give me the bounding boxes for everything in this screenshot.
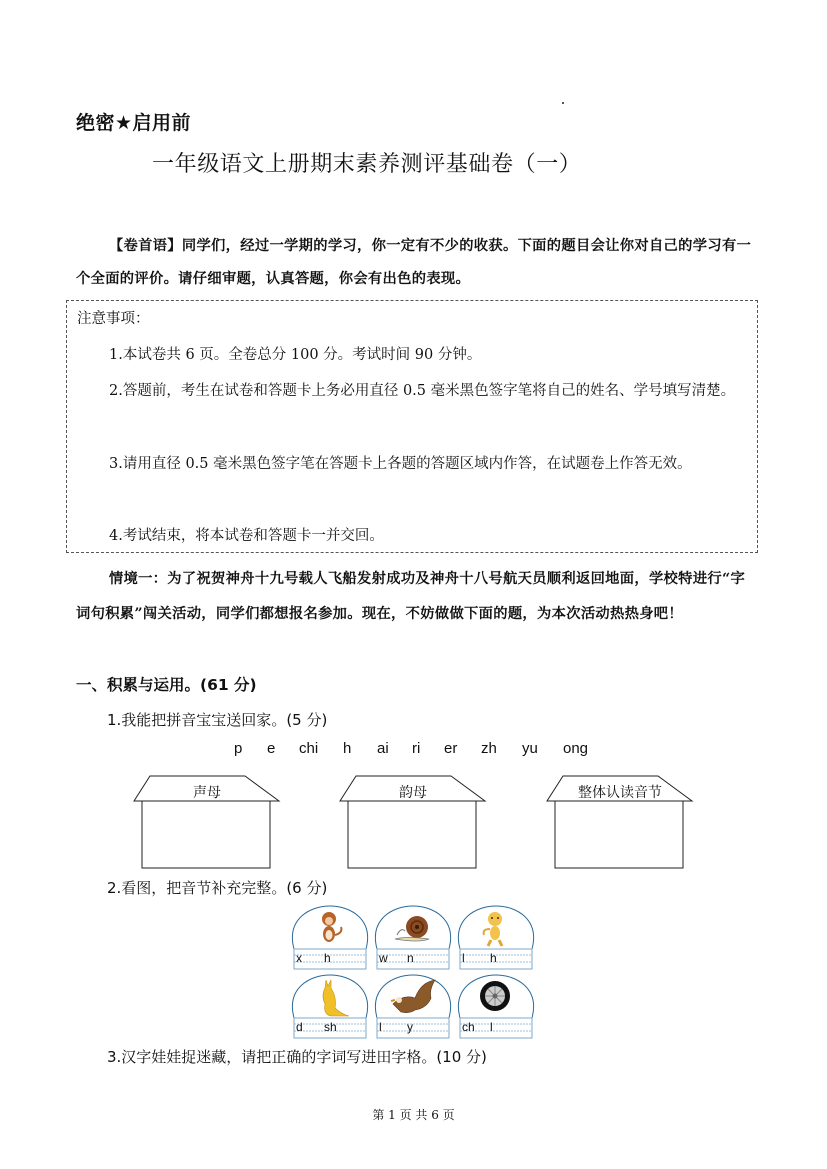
notice-box bbox=[66, 300, 758, 553]
syllable-part: sh bbox=[324, 1020, 337, 1034]
syllable-initial: x bbox=[296, 951, 302, 965]
picture-card[interactable] bbox=[290, 974, 368, 1038]
section-heading: 一、积累与运用。(61 分) bbox=[76, 676, 257, 694]
syllable-initial: ch bbox=[462, 1020, 475, 1034]
preface-paragraph: 【卷首语】同学们，经过一学期的学习，你一定有不少的收获。下面的题目会让你对自己的学习有一个全面的评价。请仔细审题，认真答题，你会有出色的表现。 bbox=[76, 238, 752, 287]
pinyin-item: ri bbox=[412, 740, 421, 757]
house-finals[interactable] bbox=[339, 775, 487, 870]
house-label: 韵母 bbox=[399, 785, 427, 801]
syllable-initial: d bbox=[296, 1020, 303, 1034]
notice-item: 2.答题前，考生在试卷和答题卡上务必用直径 0.5 毫米黑色签字笔将自己的姓名、学号填写清楚。 bbox=[109, 383, 736, 399]
picture-card[interactable] bbox=[456, 905, 534, 969]
notice-heading: 注意事项： bbox=[77, 311, 150, 327]
picture-card[interactable] bbox=[373, 905, 451, 969]
pinyin-item: ong bbox=[563, 740, 589, 757]
syllable-part: l bbox=[490, 1020, 493, 1034]
notice-item: 1.本试卷共 6 页。全卷总分 100 分。考试时间 90 分钟。 bbox=[109, 347, 482, 363]
pinyin-item: ai bbox=[377, 740, 389, 757]
scan-speck bbox=[562, 102, 564, 104]
secret-label: 绝密★启用前 bbox=[76, 112, 192, 134]
pinyin-item: chi bbox=[299, 740, 319, 757]
notice-item: 3.请用直径 0.5 毫米黑色签字笔在答题卡上各题的答题区域内作答，在试题卷上作答无效。 bbox=[109, 456, 692, 472]
notice-item: 4.考试结束，将本试卷和答题卡一并交回。 bbox=[109, 528, 384, 544]
picture-card[interactable] bbox=[373, 974, 451, 1038]
pinyin-item: yu bbox=[522, 740, 538, 757]
house-whole-syllables[interactable] bbox=[546, 775, 694, 870]
question-1-prompt: 1.我能把拼音宝宝送回家。(5 分) bbox=[107, 711, 328, 729]
house-initials[interactable] bbox=[133, 775, 281, 870]
scene-paragraph: 情境一：为了祝贺神舟十九号载人飞船发射成功及神舟十八号航天员顺利返回地面，学校特进行“字词句积累”闯关活动，同学们都想报名参加。现在，不妨做做下面的题，为本次活动热热身吧！ bbox=[76, 571, 746, 622]
syllable-part: n bbox=[407, 951, 414, 965]
pinyin-item: e bbox=[267, 740, 276, 757]
wheel-icon bbox=[480, 981, 510, 1011]
syllable-initial: w bbox=[379, 951, 388, 965]
question-3-prompt: 3.汉字娃娃捉迷藏，请把正确的字词写进田字格。(10 分) bbox=[107, 1048, 487, 1066]
pinyin-item: zh bbox=[481, 740, 497, 757]
pinyin-item: h bbox=[343, 740, 352, 757]
picture-card[interactable] bbox=[456, 974, 534, 1038]
syllable-part: h bbox=[490, 951, 497, 965]
syllable-part: y bbox=[407, 1020, 413, 1034]
syllable-initial: l bbox=[462, 951, 465, 965]
house-label: 整体认读音节 bbox=[578, 785, 662, 801]
pinyin-item: p bbox=[234, 740, 243, 757]
page-number: 第 1 页 共 6 页 bbox=[372, 1108, 455, 1122]
card-frame bbox=[373, 974, 453, 1040]
pinyin-item: er bbox=[444, 740, 458, 757]
page-title: 一年级语文上册期末素养测评基础卷（一） bbox=[152, 152, 582, 177]
syllable-part: h bbox=[324, 951, 331, 965]
house-label: 声母 bbox=[193, 785, 221, 801]
picture-card[interactable] bbox=[290, 905, 368, 969]
syllable-initial: l bbox=[379, 1020, 382, 1034]
question-2-prompt: 2.看图，把音节补充完整。(6 分) bbox=[107, 879, 328, 897]
